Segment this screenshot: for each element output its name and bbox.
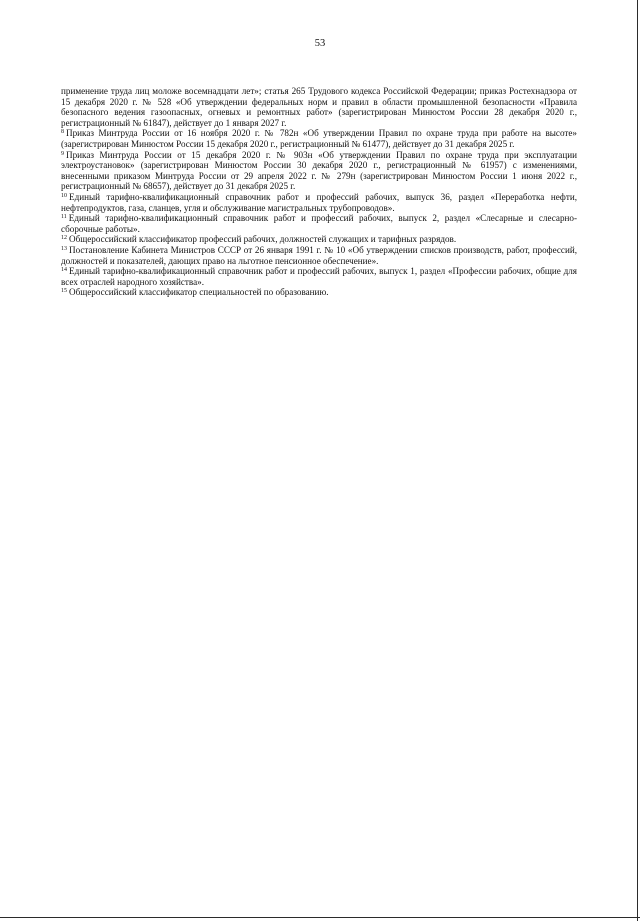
- footnote-15: [61, 287, 577, 298]
- footnote-marker: 10: [61, 192, 67, 199]
- footnote-text: Единый тарифно-квалификационный справочник работ и профессий рабочих, выпуск 1, раздел «Профессии рабочих, общие для всех отраслей народного хозяйства».: [61, 266, 577, 287]
- footnote-11: [61, 213, 577, 234]
- footnote-marker: 12: [61, 235, 67, 242]
- footnote-8: [61, 128, 577, 149]
- footnote-marker: 8: [61, 129, 64, 136]
- footnote-marker: 11: [61, 214, 67, 221]
- footnote-text: Единый тарифно-квалификационный справочник работ и профессий рабочих, выпуск 36, раздел «Переработка нефти, нефтепродуктов, газа, сланцев, угля и обслуживание магистральных трубопроводов».: [61, 191, 577, 213]
- footnote-10: [61, 192, 577, 213]
- footnote-text: Общероссийский классификатор профессий рабочих, должностей служащих и тарифных разрядов.: [69, 234, 457, 245]
- footnote-marker: 14: [61, 267, 67, 274]
- footnote-marker: 13: [61, 245, 67, 252]
- footnote-continuation: [61, 86, 577, 128]
- footnote-text: применение труда лиц моложе восемнадцати лет»; статья 265 Трудового кодекса Российской Федерации; приказ Ростехнадзора от 15 декабря 2020 г. № 528 «Об утверждении федеральных норм и правил в области промышленной безопасности «Правила безопасного ведения газоопасных, огневых и ремонтных работ» (зарегистрирован Минюстом России 28 декабря 2020 г., регистрационный № 61847), действует до 1 января 2027 г.: [61, 86, 577, 128]
- footnote-text: Приказ Минтруда России от 15 декабря 2020 г. № 903н «Об утверждении Правил по охране труда при эксплуатации электроустановок» (зарегистрирован Минюстом России 30 декабря 2020 г., регистрационный № 61957) с изменениями, внесенными приказом Минтруда России от 29 апреля 2022 г. № 279н (зарегистрирован Минюстом России 1 июня 2022 г., регистрационный № 68657), действует до 31 декабря 2025 г.: [61, 149, 577, 192]
- footnote-text: Единый тарифно-квалификационный справочник работ и профессий рабочих, выпуск 2, раздел «Слесарные и слесарно-сборочные работы».: [61, 213, 577, 234]
- page-edge-right: [637, 0, 638, 921]
- footnote-text: Приказ Минтруда России от 16 ноября 2020 г. № 782н «Об утверждении Правил по охране труда при работе на высоте» (зарегистрирован Минюстом России 15 декабря 2020 г., регистрационный № 61477), действует до 31 декабря 2025 г.: [61, 128, 577, 149]
- page-number: 53: [314, 38, 326, 49]
- footnote-14: [61, 266, 577, 287]
- page-edge-bottom: [0, 917, 640, 918]
- footnote-marker: 15: [61, 288, 67, 295]
- footnote-marker: 9: [61, 150, 64, 157]
- footnote-text: Общероссийский классификатор специальностей по образованию.: [69, 287, 329, 298]
- footnote-9: [61, 150, 577, 192]
- footnote-12: [61, 234, 577, 245]
- footnote-13: [61, 245, 577, 266]
- footnote-text: Постановление Кабинета Министров СССР от 26 января 1991 г. № 10 «Об утверждении списков производств, работ, профессий, должностей и показателей, дающих право на льготное пенсионное обеспечение».: [61, 244, 577, 266]
- footnotes-block: [61, 86, 577, 298]
